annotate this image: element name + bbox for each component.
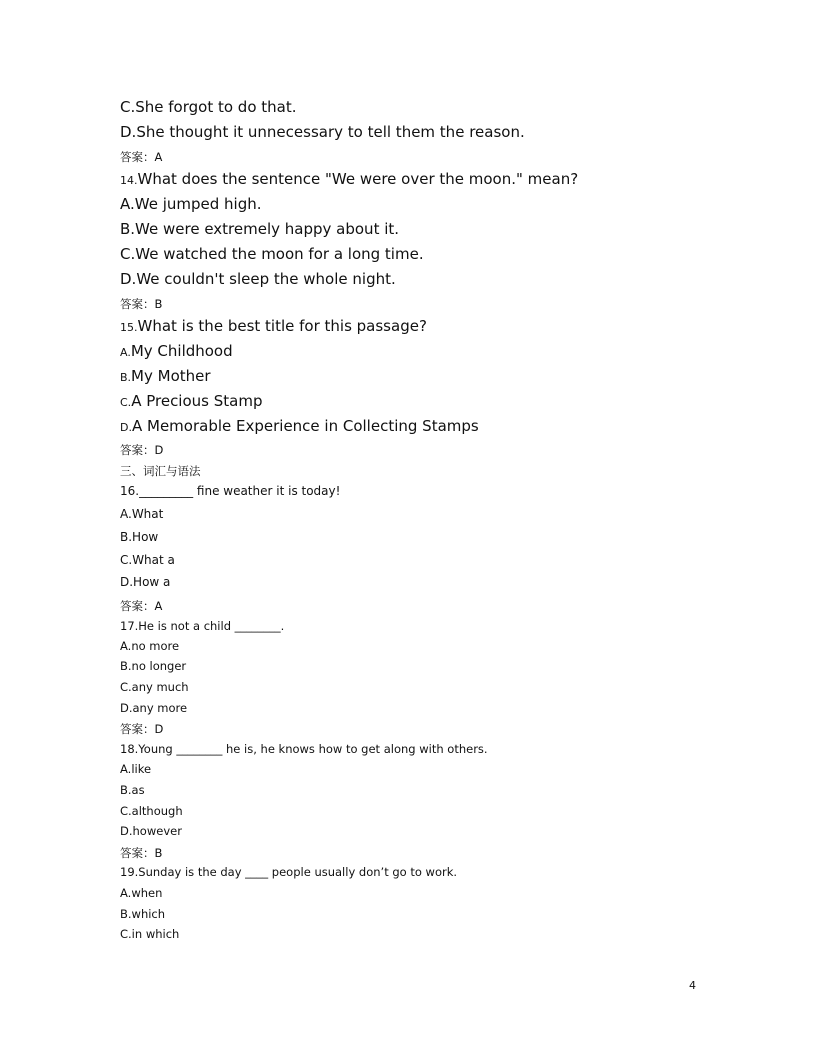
q15-option-a — [120, 342, 233, 360]
q14-number: 14. — [120, 174, 138, 187]
q13-option-c: C.She forgot to do that. — [120, 98, 297, 116]
q15-question — [120, 317, 427, 335]
q15-option-d — [120, 417, 479, 435]
q15-option-b-letter: B. — [120, 371, 132, 384]
q16-option-c: C.What a — [120, 553, 175, 567]
q14-option-a: A.We jumped high. — [120, 195, 262, 213]
q15-option-c-letter: C. — [120, 396, 132, 409]
q14-question — [120, 170, 578, 188]
q15-option-c — [120, 392, 262, 410]
q16-question: 16._________ fine weather it is today! — [120, 484, 341, 498]
q15-option-d-text: A Memorable Experience in Collecting Stamps — [131, 417, 479, 435]
q15-option-b — [120, 367, 211, 385]
q16-option-b: B.How — [120, 530, 159, 544]
q18-option-d: D.however — [120, 824, 182, 838]
q16-answer: 答案：A — [120, 599, 163, 613]
q15-option-a-text: My Childhood — [130, 342, 233, 360]
q14-question-text: What does the sentence "We were over the moon." mean? — [137, 170, 579, 188]
q15-option-b-text: My Mother — [131, 367, 211, 385]
q18-option-b: B.as — [120, 783, 145, 797]
q18-option-c: C.although — [120, 804, 183, 818]
q13-answer: 答案：A — [120, 150, 163, 164]
q17-answer: 答案：D — [120, 722, 164, 736]
q19-question: 19.Sunday is the day ____ people usually don’t go to work. — [120, 865, 458, 879]
q18-option-a: A.like — [120, 762, 152, 776]
q17-option-b: B.no longer — [120, 659, 187, 673]
q17-option-c: C.any much — [120, 680, 189, 694]
q19-option-b: B.which — [120, 907, 166, 921]
q15-option-a-letter: A. — [120, 346, 131, 359]
page-number: 4 — [689, 979, 696, 992]
q18-question: 18.Young ________ he is, he knows how to get along with others. — [120, 742, 488, 756]
q15-option-d-letter: D. — [120, 421, 132, 434]
q16-option-d: D.How a — [120, 575, 171, 589]
q17-question: 17.He is not a child ________. — [120, 619, 285, 633]
q19-option-c: C.in which — [120, 927, 180, 941]
q14-answer: 答案：B — [120, 297, 163, 311]
q17-option-d: D.any more — [120, 701, 188, 715]
q17-option-a: A.no more — [120, 639, 180, 653]
q15-answer: 答案：D — [120, 443, 164, 457]
q14-option-b: B.We were extremely happy about it. — [120, 220, 400, 238]
q15-question-text: What is the best title for this passage? — [137, 317, 427, 335]
q14-option-c: C.We watched the moon for a long time. — [120, 245, 424, 263]
q16-option-a: A.What — [120, 507, 164, 521]
section-heading: 三、词汇与语法 — [120, 464, 201, 478]
q13-option-d: D.She thought it unnecessary to tell them the reason. — [120, 123, 525, 141]
q19-option-a: A.when — [120, 886, 163, 900]
q18-answer: 答案：B — [120, 846, 163, 860]
q15-number: 15. — [120, 321, 138, 334]
q15-option-c-text: A Precious Stamp — [131, 392, 263, 410]
q14-option-d: D.We couldn't sleep the whole night. — [120, 270, 396, 288]
